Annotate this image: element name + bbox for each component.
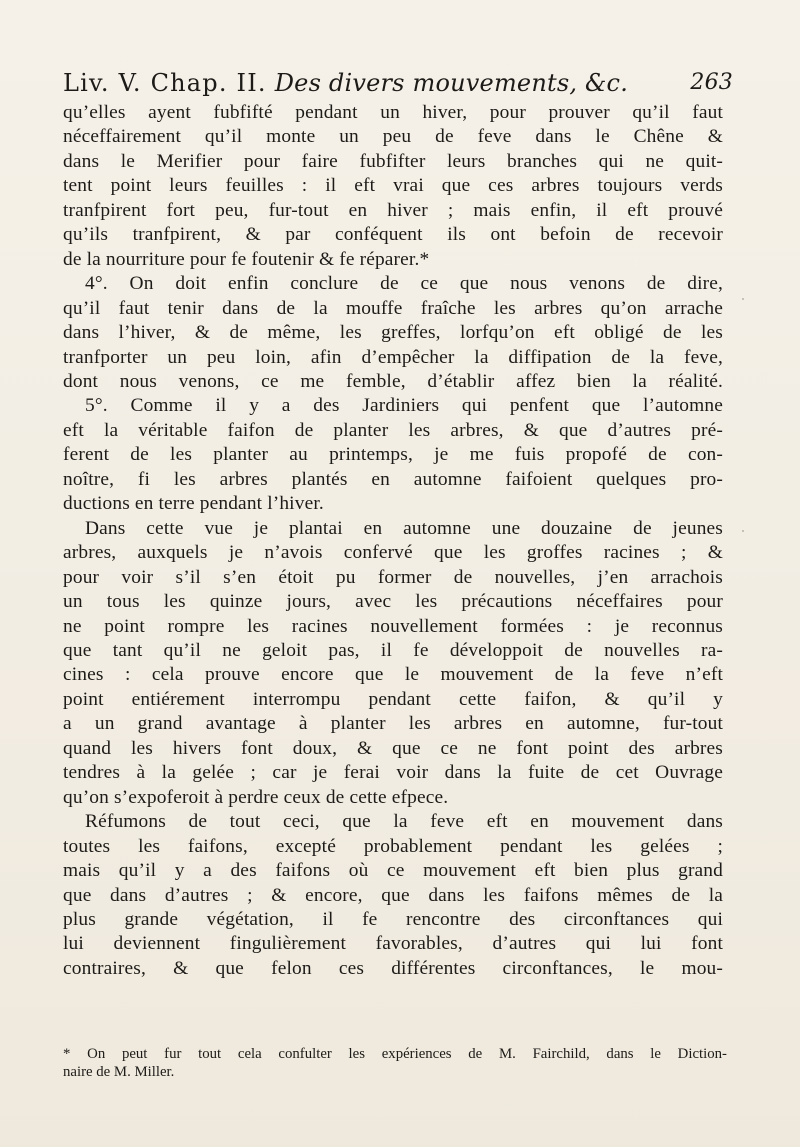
text-line: ne point rompre les racines nouvellement formées : je reconnus: [63, 615, 723, 637]
text-line: cines : cela prouve encore que le mouvement de la feve n’eft: [63, 664, 723, 686]
footnote: [63, 1045, 727, 1081]
page-number: 263: [690, 70, 733, 95]
text-line: de la nourriture pour fe foutenir & fe réparer.*: [63, 248, 430, 270]
text-line: plus grande végétation, il fe rencontre des circonftances qui: [63, 908, 723, 930]
text-line: 4°. On doit enfin conclure de ce que nous venons de dire,: [85, 273, 723, 295]
text-line: tranfpirent fort peu, fur-tout en hiver ; mais enfin, il eft prouvé: [63, 199, 723, 221]
text-line: Dans cette vue je plantai en automne une douzaine de jeunes: [85, 517, 723, 539]
running-header: [63, 64, 733, 102]
text-line: tendres à la gelée ; car je ferai voir dans la fuite de cet Ouvrage: [63, 762, 723, 784]
text-line: tent point leurs feuilles : il eft vrai que ces arbres toujours verds: [63, 175, 723, 197]
text-line: dans le Merifier pour faire fubfifter leurs branches qui ne quit-: [63, 150, 723, 172]
text-line: ductions en terre pendant l’hiver.: [63, 493, 324, 515]
text-line: contraires, & que felon ces différentes circonftances, le mou-: [63, 957, 723, 979]
text-line: mais qu’il y a des faifons où ce mouvement eft bien plus grand: [63, 860, 723, 882]
text-line: pour voir s’il s’en étoit pu former de nouvelles, j’en arrachois: [63, 566, 723, 588]
footnote-line: naire de M. Miller.: [63, 1064, 175, 1080]
text-line: toutes les faifons, excepté probablement pendant les gelées ;: [63, 835, 723, 857]
text-line: qu’il faut tenir dans de la mouffe fraîche les arbres qu’on arrache: [63, 297, 723, 319]
text-line: que dans d’autres ; & encore, que dans les faifons mêmes de la: [63, 884, 723, 906]
text-line: qu’ils tranfpirent, & par conféquent ils ont befoin de recevoir: [63, 224, 723, 246]
paper-speck: [742, 298, 744, 300]
text-line: qu’on s’expoferoit à perdre ceux de cette efpece.: [63, 786, 449, 808]
text-line: néceffairement qu’il monte un peu de feve dans le Chêne &: [63, 126, 723, 148]
chapter-reference: Liv. V. Chap. II.: [63, 69, 267, 97]
text-line: point entiérement interrompu pendant cette faifon, & qu’il y: [63, 688, 723, 710]
text-line: noître, fi les arbres plantés en automne faifoient quelques pro-: [63, 468, 723, 490]
text-line: arbres, auxquels je n’avois confervé que les groffes racines ; &: [63, 542, 723, 564]
footnote-line: * On peut fur tout cela confulter les expériences de M. Fairchild, dans le Diction-: [63, 1046, 727, 1062]
text-line: que tant qu’il ne geloit pas, il fe développoit de nouvelles ra-: [63, 639, 723, 661]
text-line: un tous les quinze jours, avec les précautions néceffaires pour: [63, 591, 723, 613]
text-line: Réfumons de tout ceci, que la feve eft en mouvement dans: [85, 811, 723, 833]
body-text: [63, 101, 723, 981]
paper-speck: [742, 530, 744, 532]
text-line: a un grand avantage à planter les arbres en automne, fur-tout: [63, 713, 723, 735]
text-line: 5°. Comme il y a des Jardiniers qui penfent que l’automne: [85, 395, 723, 417]
text-line: dans l’hiver, & de même, les greffes, lorfqu’on eft obligé de les: [63, 322, 723, 344]
text-line: dont nous venons, ce me femble, d’établir affez bien la réalité.: [63, 370, 723, 392]
text-line: ferent de les planter au printemps, je me fuis propofé de con-: [63, 444, 723, 466]
text-line: lui deviennent fingulièrement favorables, d’autres qui lui font: [63, 933, 723, 955]
text-line: eft la véritable faifon de planter les arbres, & que d’autres pré-: [63, 419, 723, 441]
text-line: tranfporter un peu loin, afin d’empêcher la diffipation de la feve,: [63, 346, 723, 368]
text-line: qu’elles ayent fubfifté pendant un hiver, pour prouver qu’il faut: [63, 102, 723, 123]
header-title: Des divers mouvements, &c.: [274, 69, 629, 97]
text-line: quand les hivers font doux, & que ce ne font point des arbres: [63, 737, 723, 759]
